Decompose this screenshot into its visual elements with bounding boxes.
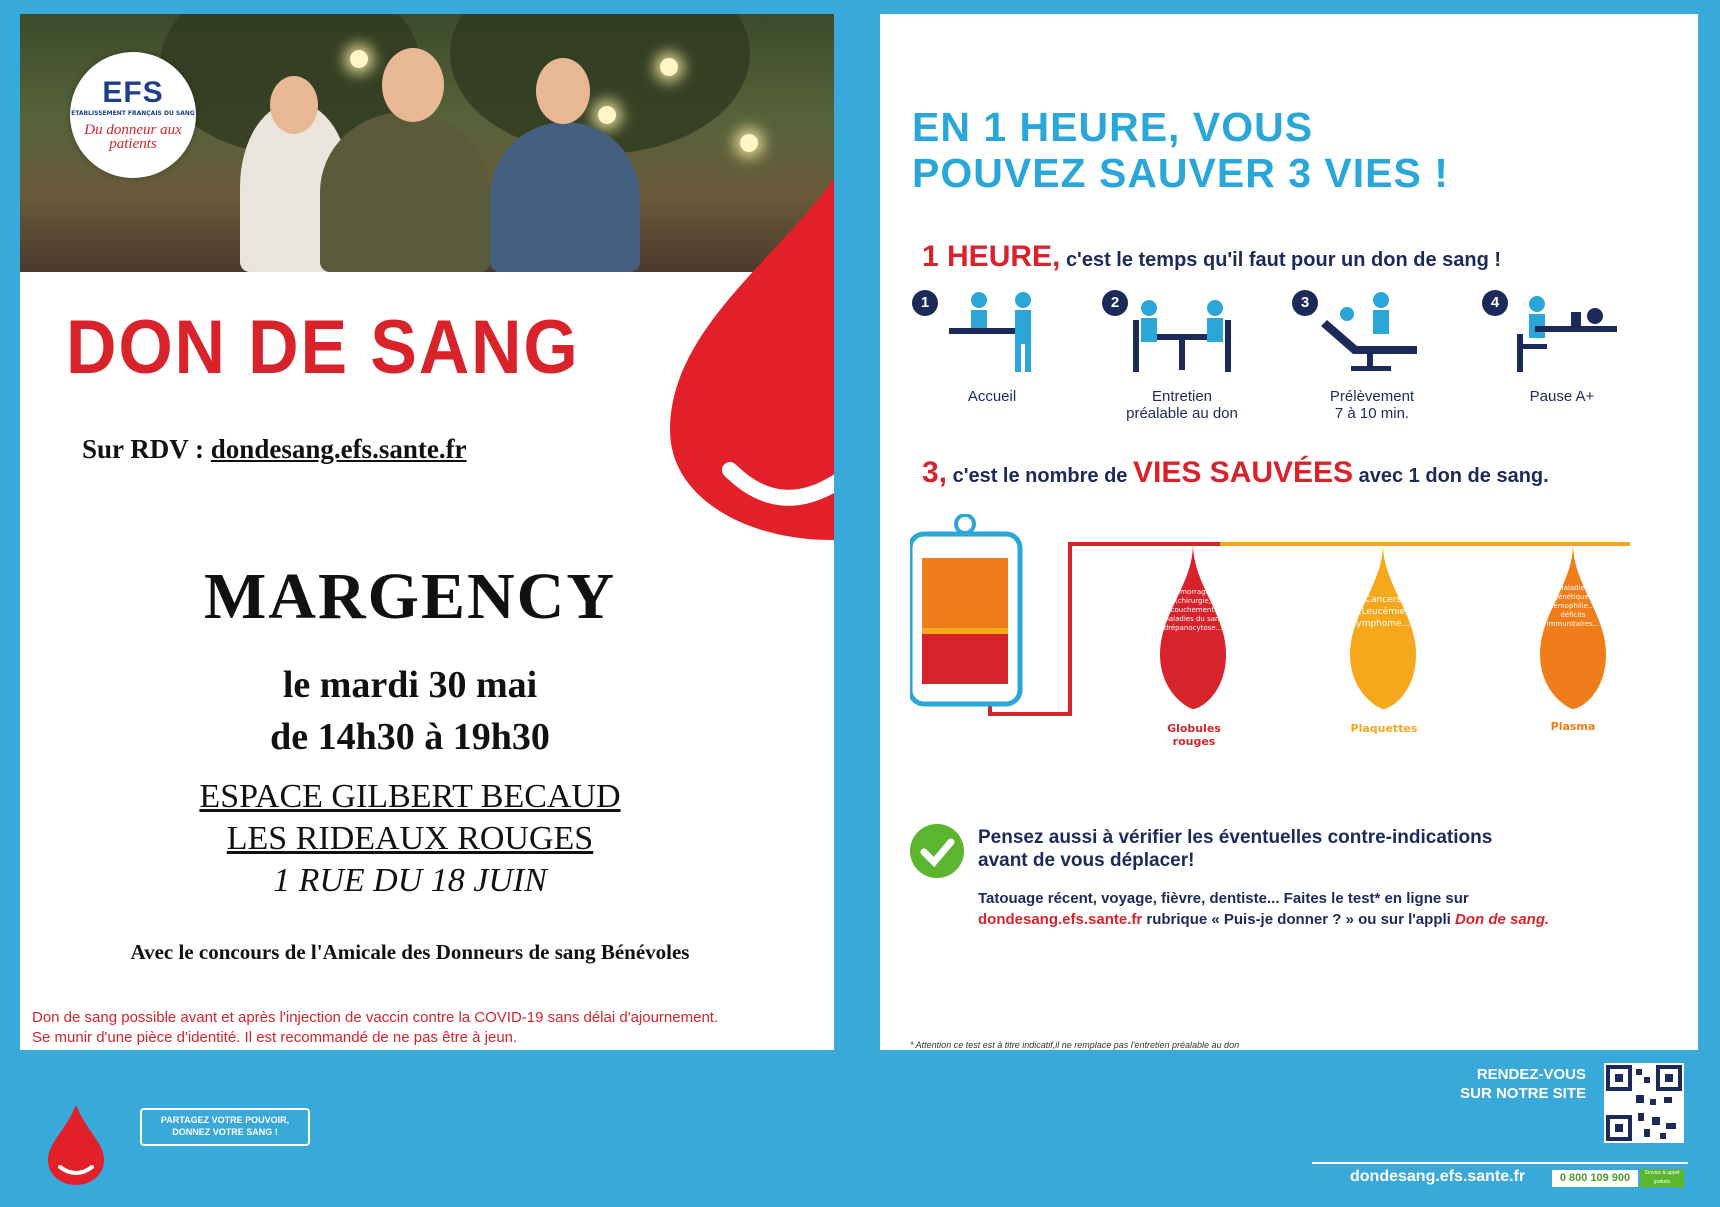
hour-line: 1 HEURE, c'est le temps qu'il faut pour un don de sang ! xyxy=(922,240,1502,273)
step-prelevement: 3 Prélèvement 7 à 10 min. xyxy=(1282,290,1462,422)
drop-text-plasma: Maladies génétiques (hémophilie...), déficits immunitaires... xyxy=(1546,584,1600,628)
left-poster xyxy=(20,14,834,1050)
blood-drop-graphic xyxy=(670,100,834,540)
service-badge: Service & appel gratuits xyxy=(1640,1169,1684,1188)
covid-note: Don de sang possible avant et après l'injection de vaccin contre la COVID-19 sans délai d'ajournement. Se munir d'une pièce d'identité. Il est recommandé de ne pas être à jeun. xyxy=(32,1009,719,1046)
city: MARGENCY xyxy=(204,560,616,633)
components-flow xyxy=(910,514,1670,744)
phone-number: 0 800 109 900 xyxy=(1552,1170,1638,1187)
donation-chair-icon xyxy=(1317,290,1427,374)
drop-text-globules: Hémorragies (chirurgie, accouchement...) maladies du sang (drépanocytose...) xyxy=(1160,588,1226,632)
test-link[interactable]: dondesang.efs.sante.fr xyxy=(978,911,1143,928)
rdv-link[interactable]: dondesang.efs.sante.fr xyxy=(210,434,467,464)
event-address: ESPACE GILBERT BECAUD LES RIDEAUX ROUGES 1 RUE DU 18 JUIN xyxy=(199,778,621,899)
small-blood-drop-logo xyxy=(46,1105,106,1185)
divider xyxy=(1312,1162,1688,1164)
headline: EN 1 HEURE, VOUS POUVEZ SAUVER 3 VIES ! xyxy=(912,104,1449,196)
label-plasma: Plasma xyxy=(1550,720,1596,733)
step-entretien: 2 Entretien préalable au don xyxy=(1092,290,1272,422)
snack-break-icon xyxy=(1507,290,1617,374)
efs-logo: EFS ÉTABLISSEMENT FRANÇAIS DU SANG Du donneur aux patients xyxy=(70,52,196,178)
step-accueil: 1 Accueil xyxy=(902,290,1082,405)
concours-text: Avec le concours de l'Amicale des Donneurs de sang Bénévoles xyxy=(130,940,690,964)
blood-components-diagram xyxy=(910,514,1670,748)
rdv-line: Sur RDV : dondesang.efs.sante.fr xyxy=(82,434,467,464)
drop-text-plaquettes: Cancers (Leucémie, Lymphome...) xyxy=(1352,595,1414,629)
checkmark-icon xyxy=(910,824,964,878)
speech-bubble: PARTAGEZ VOTRE POUVOIR, DONNEZ VOTRE SANG ! xyxy=(140,1108,310,1146)
interview-icon xyxy=(1127,290,1237,374)
poster-title: DON DE SANG xyxy=(66,305,580,390)
event-date: le mardi 30 mai de 14h30 à 19h30 xyxy=(270,664,550,758)
test-info: Tatouage récent, voyage, fièvre, dentiste... Faites le test* en ligne sur dondesang.efs.sante.fr rubrique « Puis-je donner ? » ou sur l'appli Don de sang. xyxy=(978,890,1550,928)
footer-site-link[interactable]: dondesang.efs.sante.fr xyxy=(1350,1168,1526,1185)
label-globules-rouges: Globules rouges xyxy=(1167,722,1221,748)
right-poster xyxy=(880,14,1698,1050)
lives-line: 3, c'est le nombre de VIES SAUVÉES avec 1 don de sang. xyxy=(922,456,1549,489)
label-plaquettes: Plaquettes xyxy=(1350,722,1418,735)
visit-site-text: RENDEZ-VOUS SUR NOTRE SITE xyxy=(1460,1066,1586,1102)
reception-icon xyxy=(937,290,1047,374)
contraindications-text: Pensez aussi à vérifier les éventuelles contre-indications avant de vous déplacer! xyxy=(978,827,1493,871)
step-pause: 4 Pause A+ xyxy=(1472,290,1652,405)
qr-code-icon[interactable] xyxy=(1604,1063,1684,1143)
footnote: * Attention ce test est à titre indicatif,il ne remplace pas l'entretien préalable au don xyxy=(910,1040,1240,1050)
